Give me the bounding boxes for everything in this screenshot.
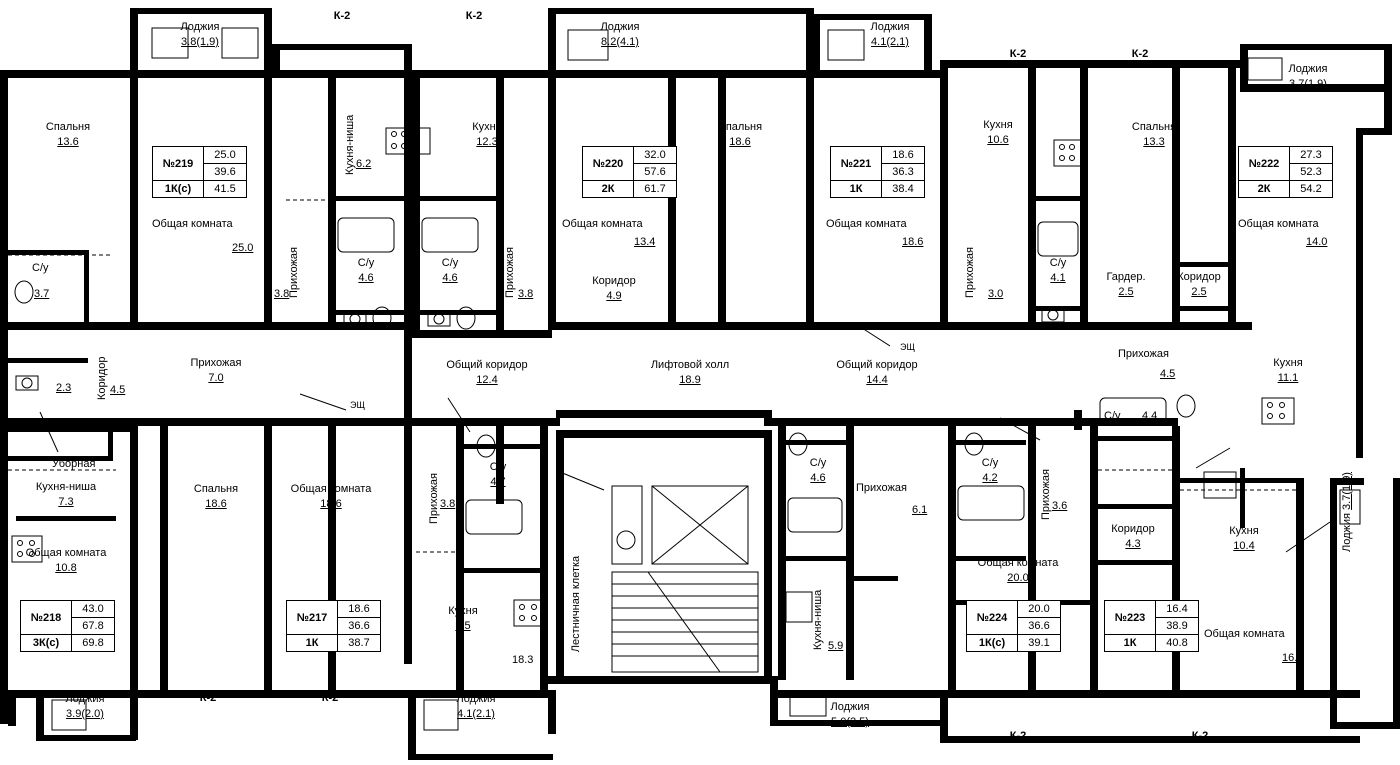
room-label: Кухня <box>1273 357 1303 369</box>
loggia-3 <box>830 20 950 50</box>
room-area-stair-lower: 18.3 <box>512 654 534 666</box>
loggia-label: Лоджия <box>456 693 496 705</box>
apartment-value: 39.6 <box>204 164 247 181</box>
loggia-7 <box>416 692 536 722</box>
common-corridor-2 <box>812 358 942 388</box>
room-area: 7.3 <box>58 496 74 508</box>
apartment-type: 2К <box>583 181 634 198</box>
room-label-prihozhaya-1: Прихожая <box>288 247 300 298</box>
apartment-table-224 <box>966 600 1061 652</box>
vent-label-7: К-2 <box>1009 730 1027 742</box>
apartment-table-220 <box>582 146 677 198</box>
room-area-extra-1: 2.3 <box>56 382 72 394</box>
room-sanuzel-2 <box>420 256 480 286</box>
room-area-obshchaya-2: 14.0 <box>1306 236 1328 248</box>
room-area: 18.6 <box>320 498 342 510</box>
room-area: 4.6 <box>810 472 826 484</box>
apartment-table-223 <box>1104 600 1199 652</box>
room-kuhnya-3 <box>1248 356 1328 386</box>
room-label: С/у <box>1049 257 1067 269</box>
room-area: 11.1 <box>1277 372 1299 384</box>
room-label-prihozhaya-3: Прихожая <box>964 247 976 298</box>
loggia-area: 8.2(4.1) <box>601 36 639 48</box>
electrical-panel-2: ЭЩ <box>900 342 915 352</box>
apartment-number: №222 <box>1239 147 1290 181</box>
room-kuhnya-nisha-2 <box>16 480 116 510</box>
room-area-prihozhaya-1: 3.8 <box>274 288 290 300</box>
apartment-type: 1К <box>831 181 882 198</box>
apartment-number: №219 <box>153 147 204 181</box>
apartment-value: 67.8 <box>72 618 115 635</box>
room-sanuzel-3 <box>1032 256 1084 286</box>
apartment-type: 2К <box>1239 181 1290 198</box>
loggia-label: Лоджия <box>180 21 220 33</box>
loggia-area: 4.1(2.1) <box>457 708 495 720</box>
room-label: Кухня <box>448 605 478 617</box>
corridor-area: 12.4 <box>476 374 498 386</box>
room-area: 7.0 <box>208 372 224 384</box>
vent-label-6: К-2 <box>321 692 339 704</box>
room-label: С/у <box>489 461 507 473</box>
apartment-table-218 <box>20 600 115 652</box>
room-label: Коридор <box>1111 523 1155 535</box>
room-area-prihozhaya-5: 4.5 <box>1160 368 1176 380</box>
room-area: 10.8 <box>55 562 77 574</box>
room-label: Спальня <box>1131 121 1177 133</box>
apartment-value: 36.6 <box>338 618 381 635</box>
room-area-obshchaya-4: 18.6 <box>902 236 924 248</box>
apartment-value: 69.8 <box>72 635 115 652</box>
room-label-obshchaya-1: Общая комната <box>152 218 233 230</box>
room-area-prihozhaya-6: 3.8 <box>440 498 456 510</box>
room-obshchaya-5 <box>276 482 386 512</box>
room-area: 4.1 <box>1050 272 1066 284</box>
room-area: 10.6 <box>987 134 1009 146</box>
room-sanuzel-5 <box>468 460 528 490</box>
loggia-4 <box>1248 62 1368 92</box>
corridor-label: Общий коридор <box>836 359 918 371</box>
apartment-number: №220 <box>583 147 634 181</box>
vent-label-3: К-2 <box>1009 48 1027 60</box>
room-label-obshchaya-2: Общая комната <box>1238 218 1319 230</box>
room-area-kuhnya-nisha-1: 6.2 <box>356 158 372 170</box>
room-label: С/у <box>809 457 827 469</box>
room-obshchaya-6 <box>14 546 118 576</box>
room-area: 20.0 <box>1007 572 1029 584</box>
room-area: 9.5 <box>455 620 471 632</box>
loggia-area: 5.0(2.5) <box>831 716 869 728</box>
room-garderobnaya <box>1096 270 1156 300</box>
apartment-value: 27.3 <box>1290 147 1333 164</box>
room-area-koridor-3: 4.5 <box>110 384 126 396</box>
loggia-label: Лоджия <box>830 701 870 713</box>
room-area-prihozhaya-7: 6.1 <box>912 504 928 516</box>
apartment-table-219 <box>152 146 247 198</box>
room-label-ubornaya: Уборная <box>52 458 96 470</box>
room-area-obshchaya-3: 13.4 <box>634 236 656 248</box>
apartment-value: 41.5 <box>204 181 247 198</box>
loggia-label: Лоджия <box>600 21 640 33</box>
apartment-value: 38.4 <box>882 181 925 198</box>
loggia-1 <box>140 20 260 50</box>
vent-label-1: К-2 <box>333 10 351 22</box>
loggia-area: 4.1(2,1) <box>871 36 909 48</box>
loggia-area: 3.8(1,9) <box>181 36 219 48</box>
room-area-obshchaya-1: 25.0 <box>232 242 254 254</box>
room-label-sanuzel-4: С/у <box>32 262 49 274</box>
room-label-prihozhaya-7: Прихожая <box>856 482 907 494</box>
room-spalnya-2 <box>690 120 790 150</box>
common-corridor-1 <box>422 358 552 388</box>
room-sanuzel-6 <box>790 456 846 486</box>
room-label-prihozhaya-5: Прихожая <box>1118 348 1169 360</box>
apartment-table-217 <box>286 600 381 652</box>
electrical-panel-1: ЭЩ <box>350 400 365 410</box>
apartment-value: 25.0 <box>204 147 247 164</box>
loggia-label: Лоджия <box>65 693 105 705</box>
apartment-value: 36.6 <box>1018 618 1061 635</box>
room-label-prihozhaya-8: Прихожая <box>1040 469 1052 520</box>
room-label: Коридор <box>1177 271 1221 283</box>
loggia-area: 3.7(1,9) <box>1289 78 1327 90</box>
room-kuhnya-5 <box>1204 524 1284 554</box>
apartment-table-222 <box>1238 146 1333 198</box>
room-area: 10.4 <box>1233 540 1255 552</box>
room-prihozhaya-4 <box>168 356 264 386</box>
loggia-5 <box>1340 467 1354 557</box>
vent-label-8: К-2 <box>1191 730 1209 742</box>
apartment-value: 57.6 <box>634 164 677 181</box>
room-area: 4.6 <box>358 272 374 284</box>
room-label: Спальня <box>45 121 91 133</box>
room-label-koridor-3: Коридор <box>96 356 108 400</box>
room-spalnya-1 <box>18 120 118 150</box>
apartment-type: 3К(с) <box>21 635 72 652</box>
apartment-value: 16.4 <box>1156 601 1199 618</box>
loggia-8 <box>790 700 910 730</box>
room-sanuzel-1 <box>336 256 396 286</box>
apartment-type: 1К <box>287 635 338 652</box>
loggia-area: 3.7(1,9) <box>1341 472 1353 510</box>
room-area: 18.6 <box>205 498 227 510</box>
room-area-kuhnya-nisha-3: 5.9 <box>828 640 844 652</box>
elevator-hall-label: Лифтовой холл <box>650 359 730 371</box>
apartment-value: 20.0 <box>1018 601 1061 618</box>
apartment-type: 1К <box>1105 635 1156 652</box>
vent-label-4: К-2 <box>1131 48 1149 60</box>
room-kuhnya-4 <box>428 604 498 634</box>
room-label: С/у <box>441 257 459 269</box>
room-area-sanuzel-8: 4.4 <box>1142 410 1158 422</box>
room-kuhnya-1 <box>442 120 532 150</box>
apartment-value: 38.7 <box>338 635 381 652</box>
room-label: Кухня <box>472 121 502 133</box>
apartment-type: 1К(с) <box>967 635 1018 652</box>
room-area: 2.5 <box>1118 286 1134 298</box>
room-label: С/у <box>981 457 999 469</box>
room-label: Спальня <box>193 483 239 495</box>
room-koridor-1 <box>574 274 654 304</box>
room-area: 18.6 <box>729 136 751 148</box>
room-label: Кухня <box>983 119 1013 131</box>
room-label-sanuzel-8: С/у <box>1104 410 1121 422</box>
apartment-table-221 <box>830 146 925 198</box>
room-label-obshchaya-3: Общая комната <box>562 218 643 230</box>
room-label: Коридор <box>592 275 636 287</box>
room-label-obshchaya-8: Общая комната <box>1204 628 1285 640</box>
apartment-value: 54.2 <box>1290 181 1333 198</box>
elevator-hall-area: 18.9 <box>679 374 701 386</box>
room-kuhnya-2 <box>958 118 1038 148</box>
room-sanuzel-7 <box>960 456 1020 486</box>
apartment-number: №218 <box>21 601 72 635</box>
loggia-area: 3.9(2.0) <box>66 708 104 720</box>
stair-label-text: Лестничная клетка <box>570 555 582 653</box>
apartment-value: 38.9 <box>1156 618 1199 635</box>
room-area-sanuzel-4: 3.7 <box>34 288 50 300</box>
room-label: Общая комната <box>290 483 372 495</box>
room-label-kuhnya-nisha-3: Кухня-ниша <box>812 589 824 650</box>
room-label: Прихожая <box>190 357 242 369</box>
apartment-value: 32.0 <box>634 147 677 164</box>
loggia-label: Лоджия <box>870 21 910 33</box>
apartment-value: 36.3 <box>882 164 925 181</box>
elevator-hall <box>600 358 780 388</box>
room-label: Кухня-ниша <box>35 481 97 493</box>
loggia-6 <box>30 692 140 722</box>
room-spalnya-4 <box>168 482 264 512</box>
loggia-label: Лоджия <box>1288 63 1328 75</box>
room-label: С/у <box>357 257 375 269</box>
room-koridor-4 <box>1098 522 1168 552</box>
apartment-number: №223 <box>1105 601 1156 635</box>
room-area: 2.5 <box>1191 286 1207 298</box>
room-area: 13.6 <box>57 136 79 148</box>
room-area: 4.7 <box>490 476 506 488</box>
apartment-number: №221 <box>831 147 882 181</box>
room-label-prihozhaya-2: Прихожая <box>504 247 516 298</box>
room-area: 4.9 <box>606 290 622 302</box>
room-label-kuhnya-nisha-1: Кухня-ниша <box>344 114 356 175</box>
apartment-value: 39.1 <box>1018 635 1061 652</box>
stair-label <box>570 549 583 659</box>
corridor-label: Общий коридор <box>446 359 528 371</box>
apartment-value: 61.7 <box>634 181 677 198</box>
room-area-prihozhaya-2: 3.8 <box>518 288 534 300</box>
room-label: Спальня <box>717 121 763 133</box>
loggia-2 <box>560 20 680 50</box>
room-area-prihozhaya-3: 3.0 <box>988 288 1004 300</box>
corridor-area: 14.4 <box>866 374 888 386</box>
room-area-obshchaya-8: 16.4 <box>1282 652 1304 664</box>
room-spalnya-3 <box>1104 120 1204 150</box>
apartment-number: №217 <box>287 601 338 635</box>
room-area: 4.2 <box>982 472 998 484</box>
room-label: Кухня <box>1229 525 1259 537</box>
apartment-value: 18.6 <box>338 601 381 618</box>
room-label: Гардер. <box>1106 271 1146 283</box>
apartment-value: 52.3 <box>1290 164 1333 181</box>
room-area: 4.3 <box>1125 538 1141 550</box>
room-label-obshchaya-4: Общая комната <box>826 218 907 230</box>
room-area: 12.3 <box>476 136 498 148</box>
apartment-value: 43.0 <box>72 601 115 618</box>
vent-label-5: К-2 <box>199 692 217 704</box>
loggia-label: Лоджия <box>1341 513 1353 552</box>
apartment-type: 1К(с) <box>153 181 204 198</box>
room-area: 4.6 <box>442 272 458 284</box>
room-label-prihozhaya-6: Прихожая <box>428 473 440 524</box>
room-koridor-2 <box>1164 270 1234 300</box>
apartment-value: 18.6 <box>882 147 925 164</box>
apartment-number: №224 <box>967 601 1018 635</box>
apartment-value: 40.8 <box>1156 635 1199 652</box>
room-area-prihozhaya-8: 3.6 <box>1052 500 1068 512</box>
room-obshchaya-7 <box>962 556 1074 586</box>
room-label: Общая комната <box>977 557 1059 569</box>
room-area: 13.3 <box>1143 136 1165 148</box>
vent-label-2: К-2 <box>465 10 483 22</box>
room-label: Общая комната <box>25 547 107 559</box>
